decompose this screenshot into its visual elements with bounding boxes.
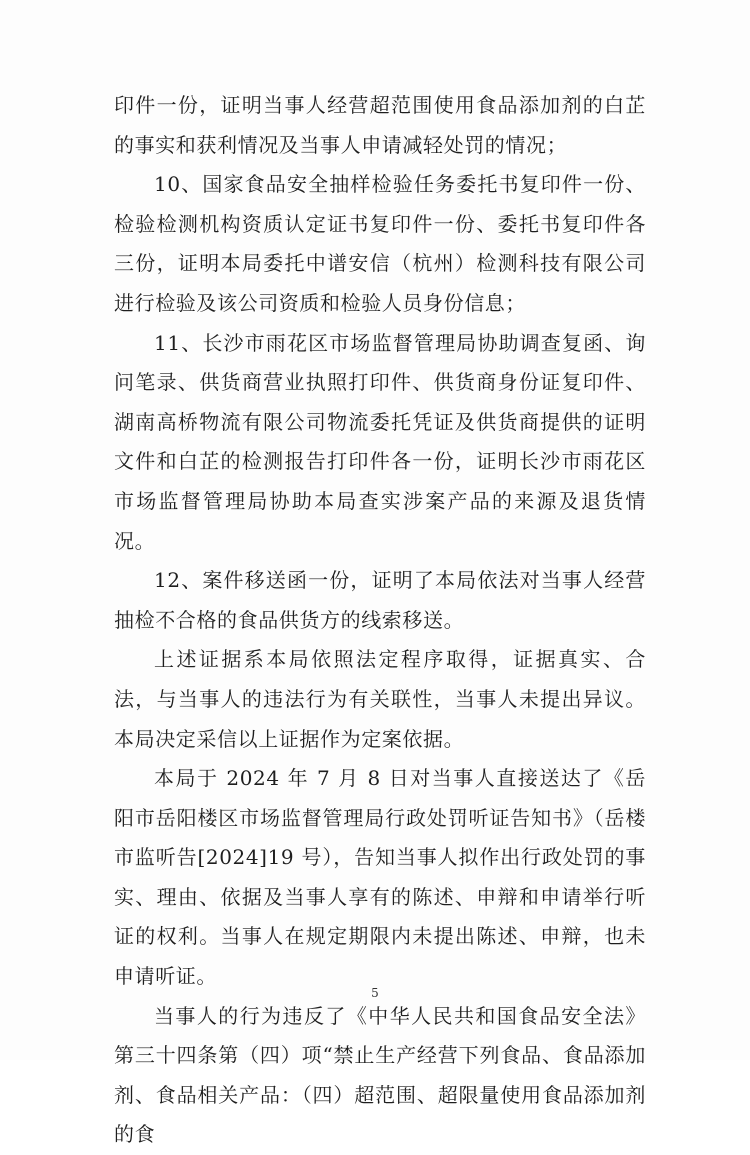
paragraph-item-11: 11、长沙市雨花区市场监督管理局协助调查复函、询问笔录、供货商营业执照打印件、供货商身份证复印件、湖南高桥物流有限公司物流委托凭证及供货商提供的证明文件和白芷的检测报告打印件各一份，证明长沙市雨花区市场监督管理局协助本局查实涉案产品的来源及退货情况。 (114, 330, 646, 553)
paragraph-violation: 当事人的行为违反了《中华人民共和国食品安全法》第三十四条第（四）项“禁止生产经营下列食品、食品添加剂、食品相关产品：（四）超范围、超限量使用食品添加剂的食 (114, 1003, 646, 1147)
paragraph-continuation: 印件一份，证明当事人经营超范围使用食品添加剂的白芷的事实和获利情况及当事人申请减轻处罚的情况； (114, 93, 646, 157)
paragraph-evidence-conclusion: 上述证据系本局依照法定程序取得，证据真实、合法，与当事人的违法行为有关联性，当事人未提出异议。本局决定采信以上证据作为定案依据。 (114, 647, 646, 751)
paragraph-hearing-notice: 本局于 2024 年 7 月 8 日对当事人直接送达了《岳阳市岳阳楼区市场监督管理局行政处罚听证告知书》（岳楼市监听告[2024]19 号），告知当事人拟作出行政处罚的事实、理由、依据及当事人享有的陈述、申辩和申请举行听证的权利。当事人在规定期限内未提出陈述、申辩，也未申请听证。 (114, 766, 646, 989)
page-number: 5 (371, 986, 379, 1000)
paragraph-item-12: 12、案件移送函一份，证明了本局依法对当事人经营抽检不合格的食品供货方的线索移送。 (114, 568, 646, 632)
paragraph-item-10: 10、国家食品安全抽样检验任务委托书复印件一份、检验检测机构资质认定证书复印件一份、委托书复印件各三份，证明本局委托中谱安信（杭州）检测科技有限公司进行检验及该公司资质和检验人员身份信息； (114, 172, 646, 315)
